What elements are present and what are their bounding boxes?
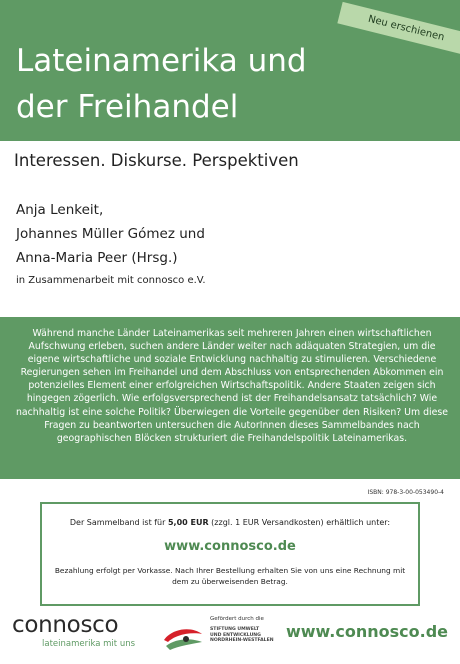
order-text-before: Der Sammelband ist für	[69, 518, 168, 527]
order-text	[42, 518, 418, 527]
author-line: Anna-Maria Peer (Hrsg.)	[16, 250, 178, 266]
funder-logo	[162, 616, 292, 656]
funder-name-line-2: UND ENTWICKLUNG	[210, 632, 261, 638]
book-title	[16, 38, 436, 130]
book-title-line-1: Lateinamerika und	[16, 43, 307, 79]
order-price: 5,00 EUR	[167, 518, 209, 527]
funder-name	[210, 627, 274, 644]
authors-block	[16, 198, 436, 290]
ribbon-label: Neu erschienen	[366, 13, 446, 44]
order-text-after: (zzgl. 1 EUR Versandkosten) erhältlich unter:	[208, 518, 391, 527]
payment-note: Bezahlung erfolgt per Vorkasse. Nach Ihrer Bestellung erhalten Sie von uns eine Rechnung mit dem zu überweisenden Betrag.	[54, 566, 406, 586]
funder-name-line-1: STIFTUNG UMWELT	[210, 627, 260, 632]
funder-label: Gefördert durch die	[210, 616, 264, 622]
logo-tagline: lateinamerika mit uns	[42, 639, 136, 649]
order-box	[40, 502, 420, 606]
connosco-logo[interactable]	[12, 612, 152, 658]
footer-url[interactable]: www.connosco.de	[285, 622, 448, 641]
isbn: ISBN: 978-3-00-053490-4	[367, 489, 444, 496]
book-title-line-2: der Freihandel	[16, 89, 239, 125]
abstract-text: Während manche Länder Lateinamerikas seit mehreren Jahren einen wirtschaftlichen Aufschwung erleben, suchen andere Länder weiter nach adäquaten Strategien, um die eigene wirtschaftliche und soziale Entwicklung nachhaltig zu stimulieren. Verschiedene Regierungen sehen im Freihandel und dem Abschluss von entsprechenden Abkommen ein potenzielles Element einer erfolgreichen Wirtschaftspolitik. Andere Staaten zeigen sich hingegen zögerlich. Wie erfolgsversprechend ist der Freihandelsansatz tatsächlich? Wie nachhaltig ist eine solche Politik? Überwiegen die Vorteile gegenüber den Risiken? Um diese Fragen zu beantworten untersuchen die AutorInnen dieses Sammelbandes nach geographischen Blöcken strukturiert die Freihandelspolitik Lateinamerikas.	[16, 328, 448, 444]
funder-name-line-3: NORDRHEIN-WESTFALEN	[210, 638, 274, 644]
logo-wordmark: connosco	[12, 612, 119, 638]
abstract-banner	[0, 317, 460, 479]
book-subtitle: Interessen. Diskurse. Perspektiven	[14, 151, 299, 170]
author-line: Anja Lenkeit,	[16, 202, 104, 218]
author-line: Johannes Müller Gómez und	[16, 226, 205, 242]
collaboration-note: in Zusammenarbeit mit connosco e.V.	[16, 275, 206, 286]
order-link[interactable]: www.connosco.de	[164, 539, 296, 554]
foundation-emblem-icon	[162, 624, 204, 652]
